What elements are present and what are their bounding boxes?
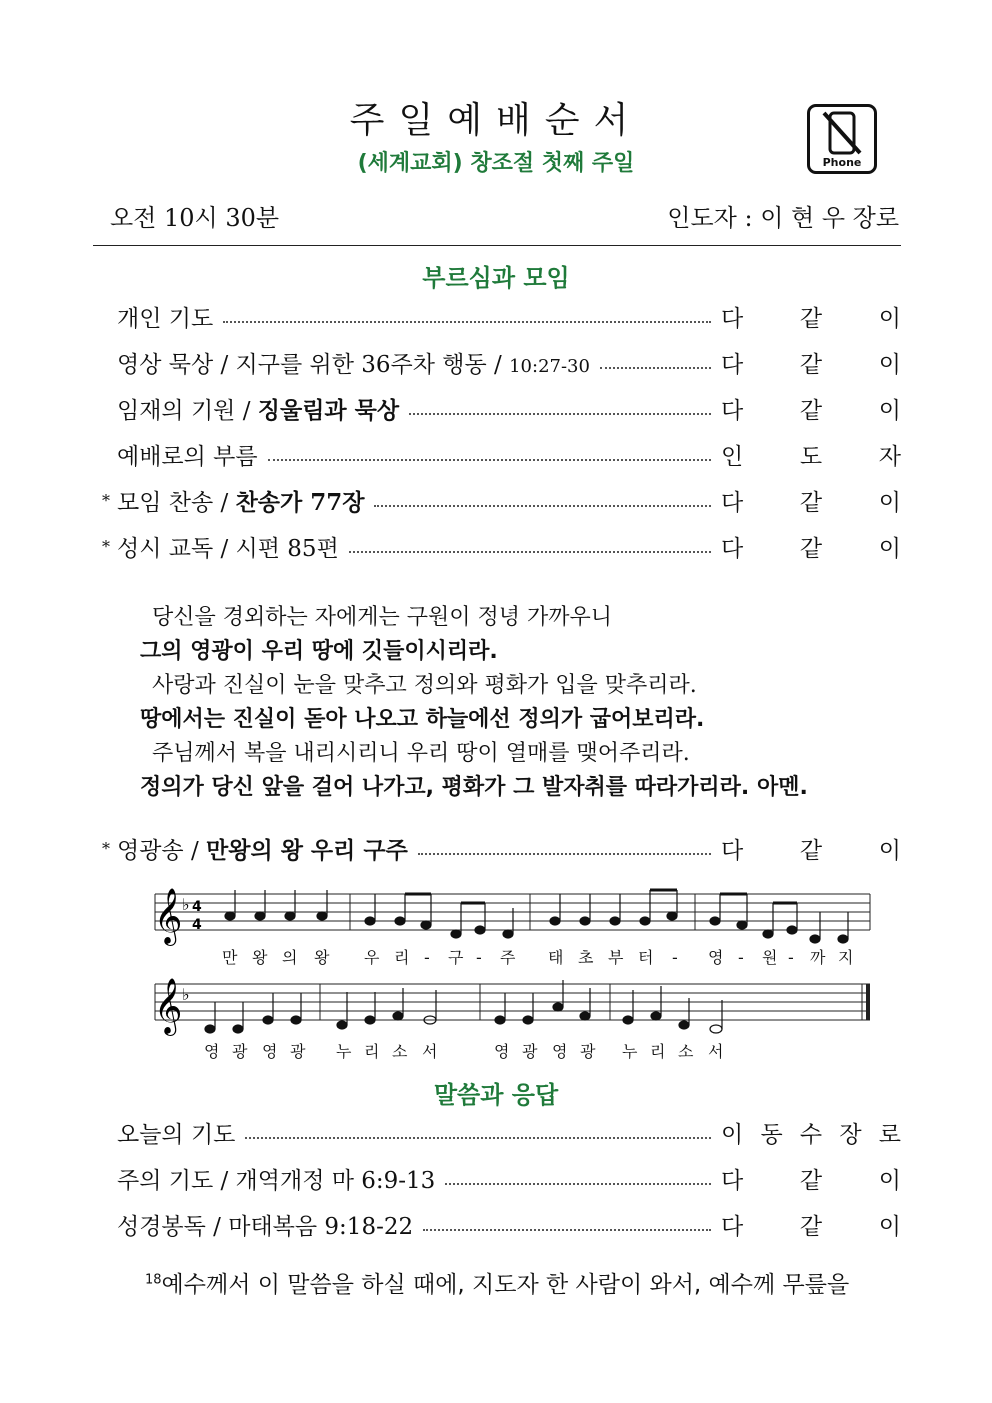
svg-text:만: 만 [222, 948, 240, 967]
leader-dots [423, 1229, 711, 1231]
divider [93, 245, 901, 246]
item-text: 오늘의 기도 [117, 1121, 236, 1148]
standing-mark: * [102, 838, 110, 858]
svg-text:-: - [476, 948, 484, 967]
item-performer: 다 같 이 [721, 489, 901, 516]
svg-text:광: 광 [290, 1042, 308, 1061]
svg-text:누: 누 [336, 1042, 354, 1061]
svg-text:-: - [788, 948, 796, 967]
leader-dots [349, 551, 711, 553]
svg-text:영: 영 [204, 1042, 222, 1061]
item-text: 예배로의 부름 [117, 443, 258, 470]
item-performer: 다 같 이 [721, 397, 901, 424]
svg-text:리: 리 [394, 948, 412, 967]
leader-dots [268, 459, 711, 461]
service-leader: 인도자 : 이 현 우 장로 [667, 204, 899, 232]
item-text: 성경봉독 / 마태복음 9:18-22 [117, 1213, 414, 1240]
reading-line: 당신을 경외하는 자에게는 구원이 정녕 가까우니 [152, 605, 613, 630]
order-item [95, 436, 901, 472]
leader-dots [418, 853, 711, 855]
svg-text:-: - [424, 948, 432, 967]
no-phone-badge [807, 104, 877, 174]
svg-text:-: - [738, 948, 746, 967]
phone-label: Phone [822, 156, 862, 169]
svg-text:소: 소 [392, 1042, 410, 1061]
svg-text:영: 영 [708, 948, 726, 967]
svg-text:광: 광 [522, 1042, 540, 1061]
order-item [95, 482, 901, 518]
svg-text:우: 우 [364, 948, 382, 967]
leader-dots [409, 413, 711, 415]
svg-text:왕: 왕 [314, 948, 332, 967]
section-title: 부르심과 모임 [422, 264, 570, 292]
svg-text:영: 영 [262, 1042, 280, 1061]
svg-text:의: 의 [282, 948, 300, 967]
item-performer: 이 동 수 장 로 [721, 1121, 901, 1148]
item-performer: 다 같 이 [721, 1167, 901, 1194]
item-text: 임재의 기원 / 징울림과 묵상 [117, 396, 400, 424]
page-title: 주일예배순서 [349, 100, 643, 141]
svg-text:구: 구 [448, 948, 466, 967]
leader-dots [445, 1183, 711, 1185]
svg-text:주: 주 [500, 948, 518, 967]
item-text: 영상 묵상 / 지구를 위한 36주차 행동 / 10:27-30 [117, 351, 590, 378]
svg-text:태: 태 [548, 948, 566, 967]
svg-text:왕: 왕 [252, 948, 270, 967]
svg-text:리: 리 [650, 1042, 668, 1061]
item-performer: 다 같 이 [721, 305, 901, 332]
scripture-verse: $^{18}$예수께서 이 말씀을 하실 때에, 지도자 한 사람이 와서, 예수께 무릎을 [145, 1272, 850, 1298]
svg-text:소: 소 [678, 1042, 696, 1061]
lyrics-line [204, 1042, 725, 1061]
item-text: 성시 교독 / 시편 85편 [117, 535, 339, 562]
item-performer: 다 같 이 [721, 837, 901, 864]
svg-text:광: 광 [580, 1042, 598, 1061]
flat-icon: ♭ [182, 895, 190, 914]
svg-text:초: 초 [578, 948, 596, 967]
lyrics-line [222, 948, 855, 967]
item-text: 주의 기도 / 개역개정 마 6:9-13 [117, 1167, 436, 1194]
svg-text:지: 지 [838, 948, 856, 967]
svg-text:원: 원 [762, 948, 780, 967]
section-title: 말씀과 응답 [433, 1081, 559, 1109]
svg-text:-: - [672, 948, 680, 967]
page-subtitle: (세계교회) 창조절 첫째 주일 [357, 151, 635, 176]
order-item [95, 830, 901, 866]
reading-line: 주님께서 복을 내리시리니 우리 땅이 열매를 맺어주리라. [152, 741, 690, 766]
reading-line: 사랑과 진실이 눈을 맞추고 정의와 평화가 입을 맞추리라. [152, 673, 697, 698]
order-item [95, 1160, 901, 1196]
reading-line-response: 정의가 당신 앞을 걸어 나가고, 평화가 그 발자취를 따라가리라. 아멘. [140, 775, 808, 800]
standing-mark: * [102, 536, 110, 556]
order-item [95, 1206, 901, 1242]
svg-text:4: 4 [192, 899, 202, 915]
item-performer: 다 같 이 [721, 1213, 901, 1240]
leader-dots [600, 367, 711, 369]
reading-line-response: 그의 영광이 우리 땅에 깃들이시리라. [140, 639, 498, 664]
item-text: 모임 찬송 / 찬송가 77장 [117, 488, 365, 516]
order-item [95, 1114, 901, 1150]
svg-text:영: 영 [552, 1042, 570, 1061]
leader-dots [374, 505, 711, 507]
item-text: 영광송 / 만왕의 왕 우리 구주 [117, 836, 408, 864]
order-item [95, 344, 901, 380]
svg-text:까: 까 [810, 948, 828, 967]
flat-icon: ♭ [182, 985, 190, 1004]
svg-text:영: 영 [494, 1042, 512, 1061]
item-performer: 인 도 자 [721, 443, 901, 470]
svg-text:4: 4 [192, 917, 202, 933]
leader-dots [223, 321, 711, 323]
order-item [95, 390, 901, 426]
treble-clef-icon: 𝄞 [154, 888, 183, 944]
svg-text:광: 광 [232, 1042, 250, 1061]
treble-clef-icon: 𝄞 [154, 978, 183, 1034]
item-performer: 다 같 이 [721, 351, 901, 378]
order-item [95, 528, 901, 564]
order-item [95, 298, 901, 334]
svg-text:누: 누 [622, 1042, 640, 1061]
svg-text:터: 터 [638, 948, 656, 967]
standing-mark: * [102, 490, 110, 510]
svg-text:리: 리 [364, 1042, 382, 1061]
svg-text:부: 부 [608, 948, 626, 967]
item-performer: 다 같 이 [721, 535, 901, 562]
music-score [150, 880, 880, 1070]
svg-text:서: 서 [708, 1042, 726, 1061]
reading-line-response: 땅에서는 진실이 돋아 나오고 하늘에선 정의가 굽어보리라. [140, 707, 705, 732]
leader-dots [245, 1137, 711, 1139]
service-time: 오전 10시 30분 [110, 204, 280, 232]
verse-number: 18 [145, 1272, 162, 1288]
svg-text:서: 서 [422, 1042, 440, 1061]
item-text: 개인 기도 [117, 305, 214, 332]
